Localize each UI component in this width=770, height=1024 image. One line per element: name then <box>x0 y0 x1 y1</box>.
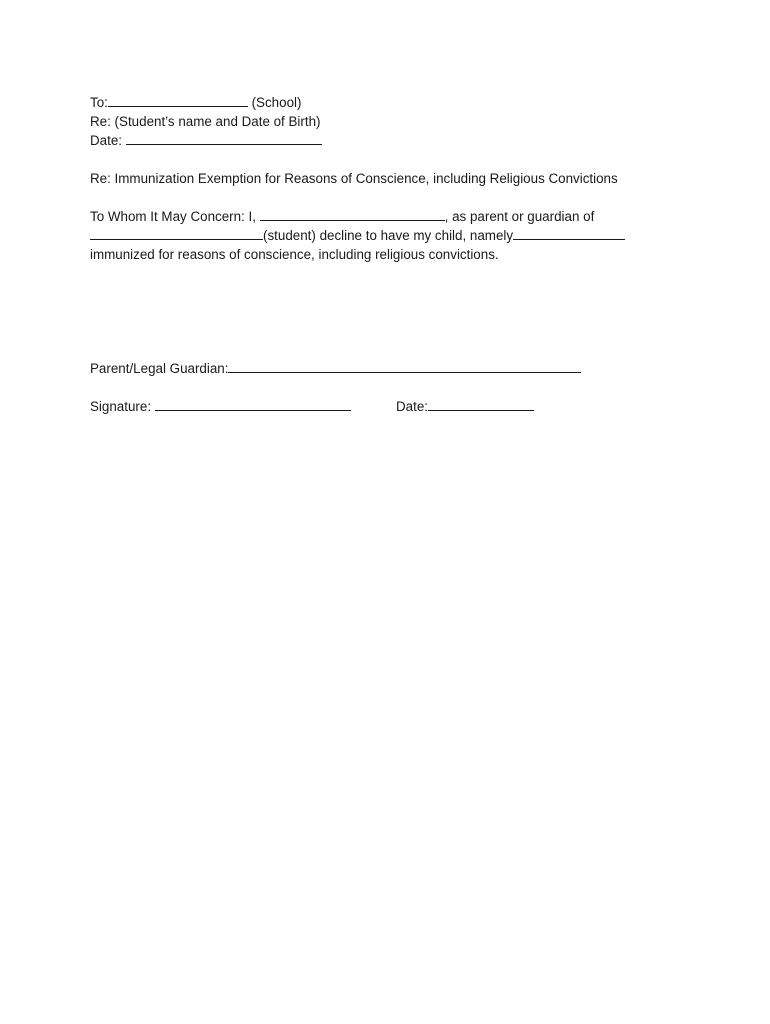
student-decline-text: (student) decline to have my child, namely <box>263 228 514 243</box>
to-label: To: <box>90 95 108 110</box>
signature-label: Signature: <box>90 399 155 414</box>
as-parent-text: , as parent or guardian of <box>444 209 595 224</box>
student-blank[interactable] <box>90 227 263 240</box>
school-suffix: (School) <box>247 95 302 110</box>
signature-blank[interactable] <box>155 398 351 411</box>
guardian-blank[interactable] <box>228 360 581 373</box>
signature-line <box>90 397 351 416</box>
intro-text: To Whom It May Concern: I, <box>90 209 260 224</box>
signature-date-label: Date: <box>396 399 429 414</box>
date-blank[interactable] <box>126 132 322 145</box>
signature-date-blank[interactable] <box>428 398 534 411</box>
body-line-2 <box>90 226 625 245</box>
signature-date-line <box>396 397 534 416</box>
child-name-blank[interactable] <box>513 227 625 240</box>
body-line-1 <box>90 207 594 226</box>
date-line <box>90 131 322 150</box>
guardian-line <box>90 359 581 378</box>
school-blank[interactable] <box>108 94 248 107</box>
date-label: Date: <box>90 133 126 148</box>
body-line-3: immunized for reasons of conscience, including religious convictions. <box>90 247 499 262</box>
subject-line: Re: Immunization Exemption for Reasons of Conscience, including Religious Convictions <box>90 171 618 186</box>
to-line <box>90 93 301 112</box>
guardian-label: Parent/Legal Guardian: <box>90 361 229 376</box>
re-student-line: Re: (Student’s name and Date of Birth) <box>90 114 321 129</box>
parent-name-blank[interactable] <box>260 208 445 221</box>
